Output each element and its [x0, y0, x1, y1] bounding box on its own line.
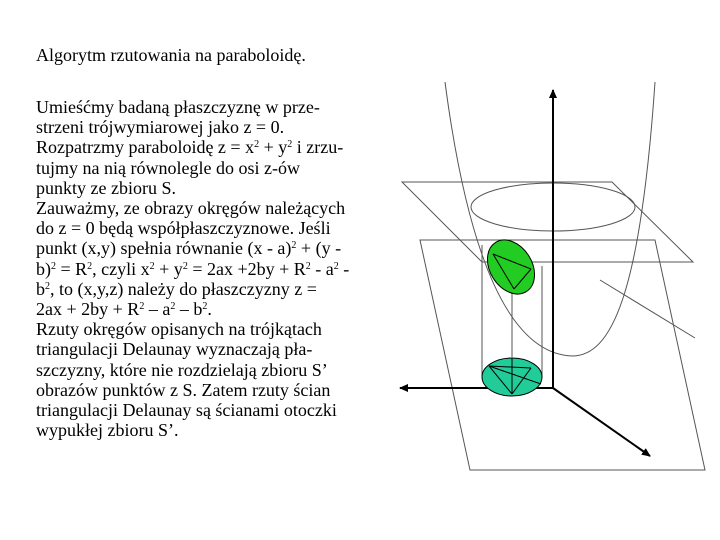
- superscript: 2: [333, 260, 339, 272]
- paraboloid-right-branch: [573, 82, 655, 356]
- text-line: [36, 259, 396, 279]
- text-line: triangulacji Delaunay wyznaczają pła-: [36, 339, 313, 360]
- text-line: [36, 137, 396, 157]
- paraboloid-projection-diagram: [395, 70, 715, 490]
- text-run: -: [338, 258, 350, 279]
- plane-edge-line: [600, 280, 695, 338]
- superscript: 2: [305, 260, 311, 272]
- superscript: 2: [182, 260, 188, 272]
- superscript: 2: [45, 280, 50, 292]
- superscript: 2: [87, 260, 93, 272]
- y-axis-arrow: [553, 388, 650, 456]
- superscript: 2: [254, 139, 260, 151]
- text-line: [36, 238, 396, 258]
- text-line: [36, 279, 396, 299]
- text-line: do z = 0 będą współpłaszczyznowe. Jeśli: [36, 218, 331, 239]
- text-run: = R: [56, 258, 88, 279]
- text-run: b): [36, 258, 51, 279]
- superscript: 2: [291, 240, 297, 252]
- text-run: punkt (x,y) spełnia równanie (x - a): [36, 238, 292, 259]
- paraboloid: [445, 82, 655, 356]
- text-line: wypukłej zbioru S’.: [36, 420, 179, 441]
- text-run: + y: [259, 137, 288, 158]
- text-run: Rozpatrzmy paraboloidę z = x: [36, 137, 255, 158]
- text-line: Umieśćmy badaną płaszczyznę w prze-: [36, 97, 320, 117]
- text-run: - a: [310, 258, 334, 279]
- text-run: + y: [154, 258, 183, 279]
- superscript: 2: [202, 301, 208, 313]
- cutting-plane: [402, 182, 693, 262]
- upper-ellipse: [478, 231, 544, 302]
- text-run: 2ax + 2by + R: [36, 299, 140, 320]
- text-line: tujmy na nią równolegle do osi z-ów: [36, 157, 300, 178]
- superscript: 2: [51, 260, 56, 272]
- text-run: , to (x,y,z) należy do płaszczyzny z =: [50, 278, 317, 299]
- superscript: 2: [149, 260, 155, 272]
- text-run: – b: [175, 299, 203, 320]
- superscript: 2: [287, 139, 293, 151]
- text-line: [36, 299, 396, 319]
- text-line: Rzuty okręgów opisanych na trójkątach: [36, 319, 322, 340]
- text-line: punkty ze zbioru S.: [36, 177, 176, 198]
- slide-title: Algorytm rzutowania na paraboloidę.: [36, 45, 306, 65]
- body-text: [36, 97, 396, 440]
- text-run: i zrzu-: [292, 137, 344, 158]
- text-run: – a: [144, 299, 171, 320]
- text-run: .: [207, 299, 212, 320]
- text-run: = 2ax +2by + R: [187, 258, 306, 279]
- text-run: + (y -: [296, 238, 342, 259]
- text-line: obrazów punktów z S. Zatem rzuty ścian: [36, 379, 331, 400]
- text-line: triangulacji Delaunay są ścianami otoczki: [36, 400, 337, 421]
- lower-ellipse: [482, 358, 542, 396]
- text-line: szczyzny, które nie rozdzielają zbioru S’: [36, 359, 328, 380]
- text-line: strzeni trójwymiarowej jako z = 0.: [36, 117, 285, 138]
- superscript: 2: [139, 301, 145, 313]
- text-run: b: [36, 278, 45, 299]
- text-run: , czyli x: [92, 258, 150, 279]
- superscript: 2: [170, 301, 176, 313]
- text-line: Zauważmy, ze obrazy okręgów należących: [36, 198, 346, 219]
